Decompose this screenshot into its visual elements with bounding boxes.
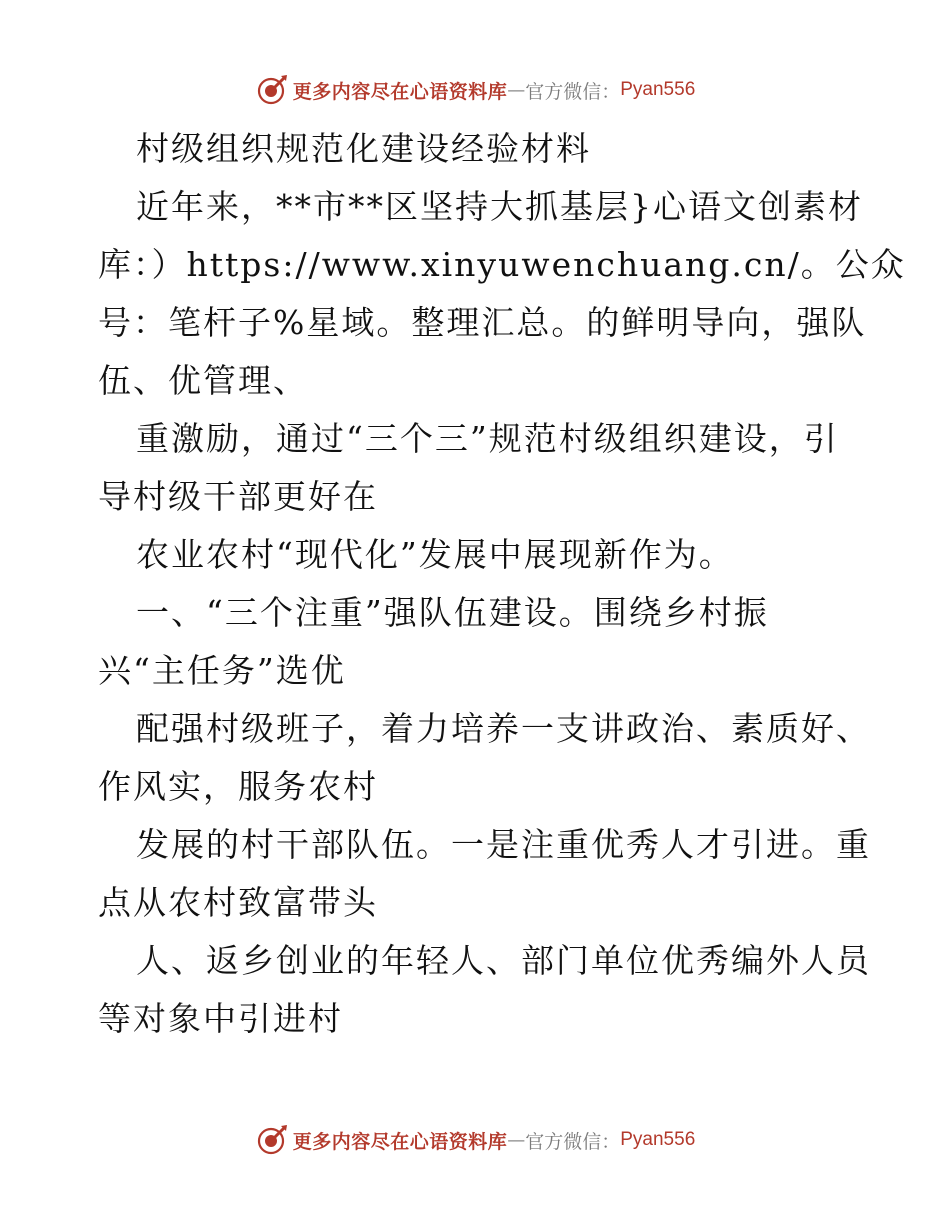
text-line: 配强村级班子，着力培养一支讲政治、素质好、	[136, 709, 871, 748]
text-line: 近年来，**市**区坚持大抓基层}心语文创素材	[136, 187, 863, 226]
text-line: 等对象中引进村	[98, 999, 343, 1038]
watermark-dash: —	[507, 1129, 526, 1151]
document-title: 村级组织规范化建设经验材料	[136, 129, 591, 168]
watermark-site-text: 更多内容尽在心语资料库	[292, 80, 508, 103]
text-line: 人、返乡创业的年轻人、部门单位优秀编外人员	[136, 941, 871, 980]
watermark-wechat-label: 官方微信：	[525, 80, 621, 103]
pen-logo-icon	[255, 73, 289, 107]
text-line: 作风实，服务农村	[98, 767, 378, 806]
footer-watermark	[0, 1120, 950, 1160]
text-line: 农业农村“现代化”发展中展现新作为。	[136, 535, 734, 574]
text-line: 点从农村致富带头	[98, 883, 378, 922]
text-line: 伍、优管理、	[98, 361, 308, 400]
text-line: 发展的村干部队伍。一是注重优秀人才引进。重	[136, 825, 871, 864]
watermark-dash: —	[507, 79, 526, 101]
watermark-wechat-id: Pyan556	[620, 79, 696, 100]
text-line: 兴“主任务”选优	[98, 651, 346, 690]
text-line: 重激励，通过“三个三”规范村级组织建设，引	[136, 419, 839, 458]
watermark-wechat-label: 官方微信：	[525, 1130, 621, 1153]
header-watermark	[0, 70, 950, 110]
pen-logo-icon	[255, 1123, 289, 1157]
watermark-wechat-id: Pyan556	[620, 1129, 696, 1150]
text-line: 导村级干部更好在	[98, 477, 378, 516]
document-body	[98, 120, 906, 1048]
text-line: 库：）https://www.xinyuwenchuang.cn/。公众	[98, 245, 906, 284]
watermark-site-text: 更多内容尽在心语资料库	[292, 1130, 508, 1153]
text-line: 号：笔杆子%星域。整理汇总。的鲜明导向，强队	[98, 303, 867, 342]
section-heading-line: 一、“三个注重”强队伍建设。围绕乡村振	[136, 593, 769, 632]
